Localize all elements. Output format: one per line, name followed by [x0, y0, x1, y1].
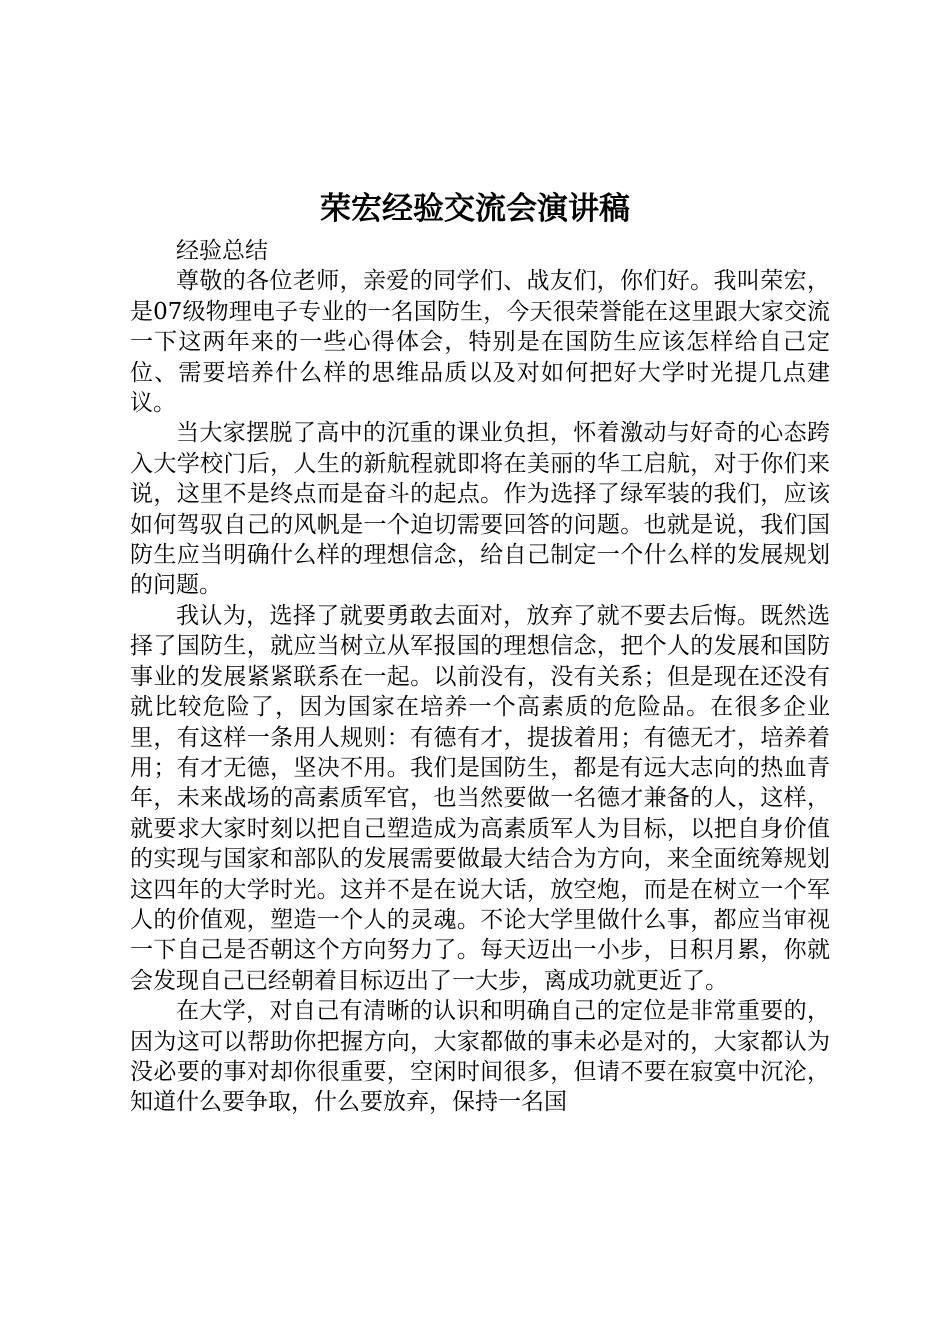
document-body [130, 236, 830, 1118]
paragraph: 当大家摆脱了高中的沉重的课业负担，怀着激动与好奇的心态跨入大学校门后，人生的新航程就即将在美丽的华工启航，对于你们来说，这里不是终点而是奋斗的起点。作为选择了绿军装的我们，应该如何驾驭自己的风帆是一个迫切需要回答的问题。也就是说，我们国防生应当明确什么样的理想信念，给自己制定一个什么样的发展规划的问题。 [130, 420, 830, 599]
paragraph: 在大学，对自己有清晰的认识和明确自己的定位是非常重要的，因为这可以帮助你把握方向，大家都做的事未必是对的，大家都认为没必要的事对却你很重要，空闲时间很多，但请不要在寂寞中沉沦，知道什么要争取，什么要放弃，保持一名国 [130, 998, 830, 1116]
document-title: 荣宏经验交流会演讲稿 [320, 191, 630, 227]
paragraph: 我认为，选择了就要勇敢去面对，放弃了就不要去后悔。既然选择了国防生，就应当树立从军报国的理想信念，把个人的发展和国防事业的发展紧紧联系在一起。以前没有，没有关系；但是现在还没有就比较危险了，因为国家在培养一个高素质的危险品。在很多企业里，有这样一条用人规则：有德有才，提拔着用；有德无才，培养着用；有才无德，坚决不用。我们是国防生，都是有远大志向的热血青年，未来战场的高素质军官，也当然要做一名德才兼备的人，这样，就要求大家时刻以把自己塑造成为高素质军人为目标，以把自身价值的实现与国家和部队的发展需要做最大结合为方向，来全面统筹规划这四年的大学时光。这并不是在说大话，放空炮，而是在树立一个军人的价值观，塑造一个人的灵魂。不论大学里做什么事，都应当审视一下自己是否朝这个方向努力了。每天迈出一小步，日积月累，你就会发现自己已经朝着目标迈出了一大步，离成功就更近了。 [130, 602, 830, 994]
subtitle: 经验总结 [176, 238, 268, 264]
paragraph: 尊敬的各位老师，亲爱的同学们、战友们，你们好。我叫荣宏，是07级物理电子专业的一名国防生，今天很荣誉能在这里跟大家交流一下这两年来的一些心得体会，特别是在国防生应该怎样给自己定位、需要培养什么样的思维品质以及对如何把好大学时光提几点建议。 [130, 268, 830, 417]
